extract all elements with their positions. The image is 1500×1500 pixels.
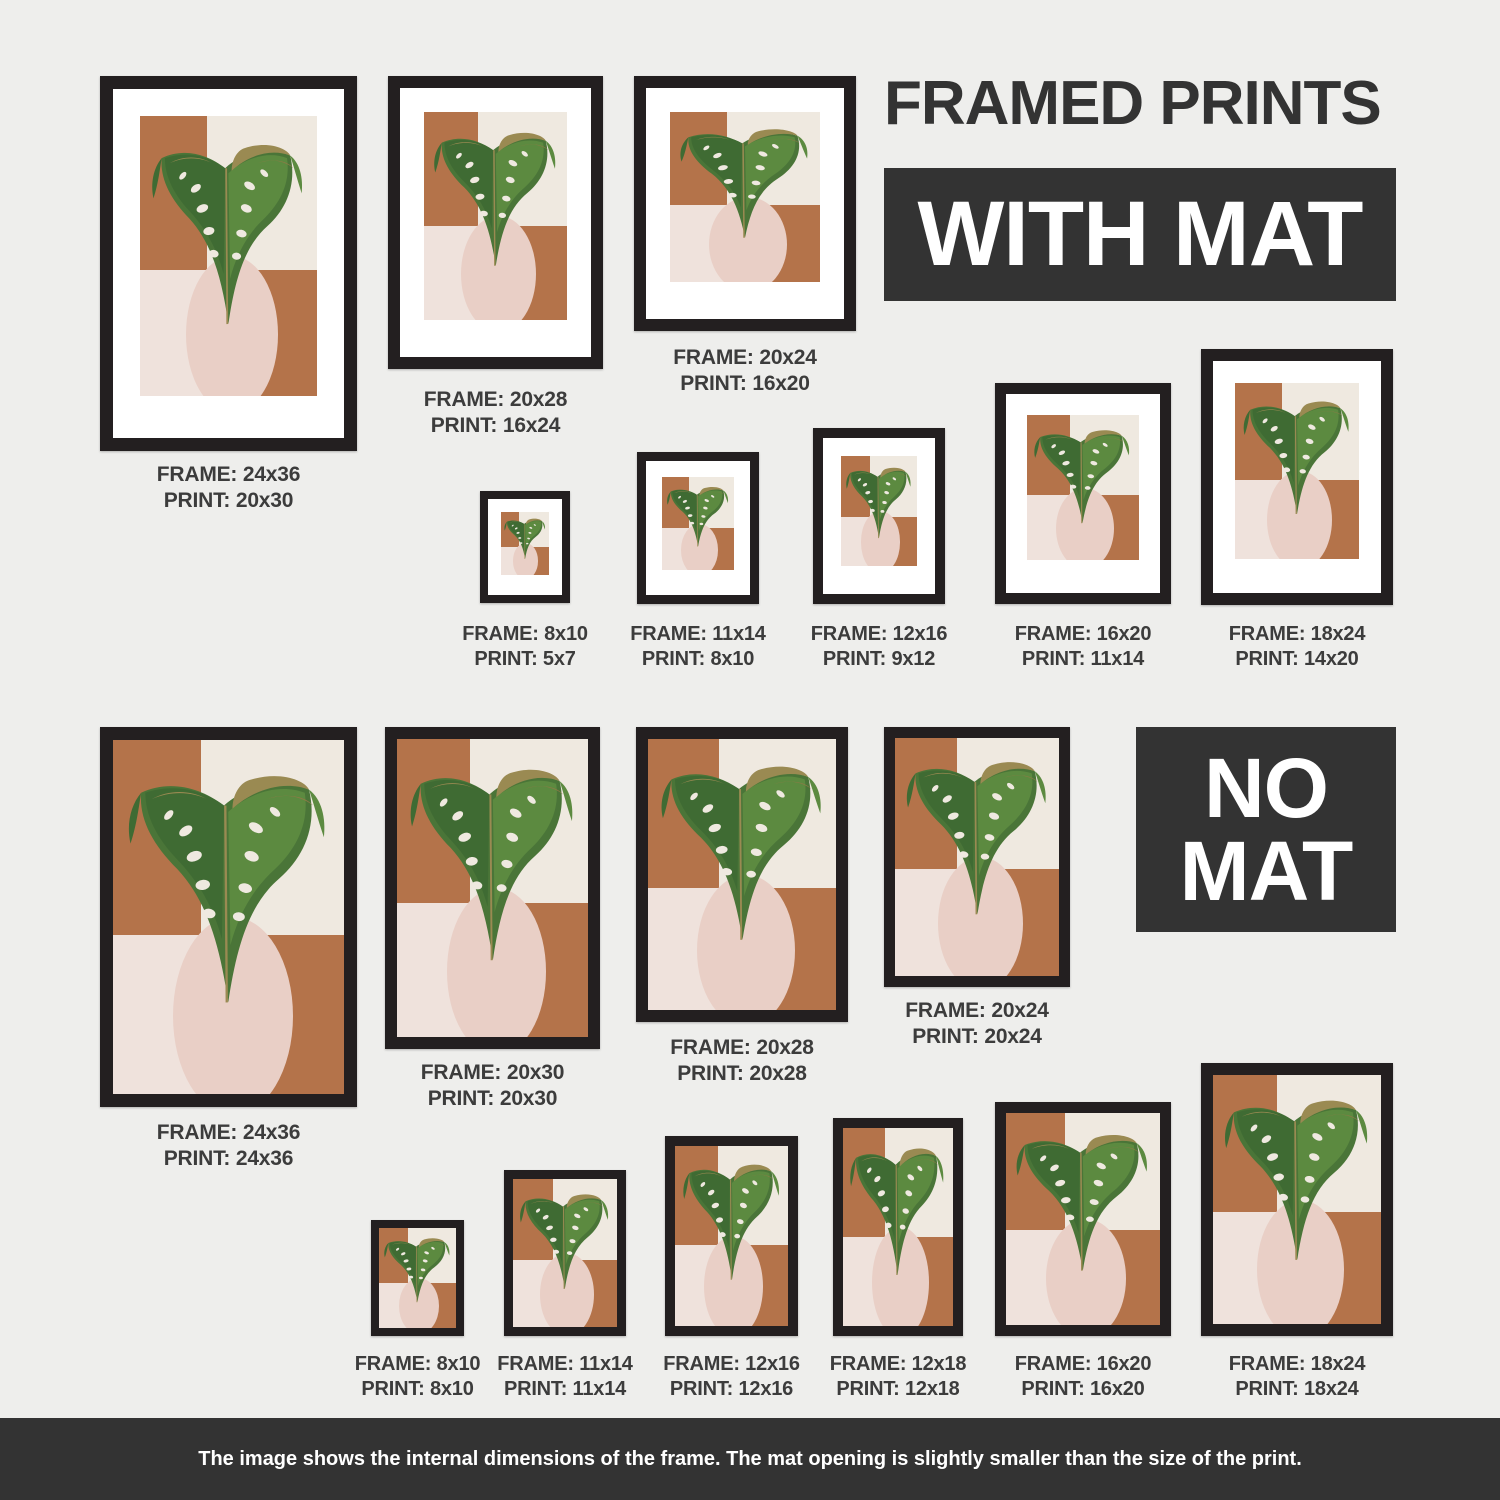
monstera-leaf-icon: [902, 752, 1053, 919]
frame-nm-20x24[interactable]: [884, 727, 1070, 987]
monstera-leaf-icon: [1031, 424, 1134, 526]
caption-wm-24x36: [157, 462, 300, 515]
print-size-label: PRINT: 14x20: [1235, 648, 1359, 670]
caption-wm-8x10: [462, 622, 588, 672]
print-size-label: PRINT: 12x18: [836, 1378, 960, 1400]
frame-nm-24x36[interactable]: [100, 727, 357, 1107]
page-title: FRAMED PRINTS: [884, 69, 1381, 138]
frame-size-label: FRAME: 20x28: [423, 388, 568, 411]
artwork-nm-12x18: [843, 1128, 953, 1326]
frame-size-label: FRAME: 18x24: [1228, 1353, 1366, 1375]
frame-size-label: FRAME: 8x10: [462, 623, 588, 645]
caption-nm-24x36: [157, 1120, 300, 1173]
artwork-wm-11x14: [662, 477, 734, 570]
print-size-label: PRINT: 20x30: [427, 1087, 558, 1111]
print-size-label: PRINT: 20x30: [163, 489, 294, 513]
frame-size-label: FRAME: 8x10: [354, 1353, 481, 1375]
monstera-leaf-icon: [517, 1188, 613, 1292]
artwork-nm-18x24: [1213, 1075, 1381, 1324]
frame-size-label: FRAME: 20x24: [673, 346, 817, 369]
print-size-label: PRINT: 24x36: [163, 1147, 294, 1171]
monstera-leaf-icon: [1012, 1126, 1154, 1274]
frame-wm-12x16[interactable]: [813, 428, 945, 604]
print-size-label: PRINT: 16x24: [430, 414, 561, 438]
frame-size-label: FRAME: 12x16: [810, 623, 948, 645]
caption-nm-8x10: [355, 1352, 481, 1402]
artwork-wm-16x20: [1027, 415, 1139, 560]
frame-size-label: FRAME: 18x24: [1228, 623, 1366, 645]
caption-wm-16x20: [1015, 622, 1152, 672]
frame-wm-24x36[interactable]: [100, 76, 357, 451]
monstera-leaf-icon: [656, 755, 829, 945]
caption-nm-18x24: [1229, 1352, 1366, 1402]
frame-size-label: FRAME: 24x36: [156, 1121, 301, 1144]
monstera-leaf-icon: [665, 483, 731, 548]
monstera-leaf-icon: [1240, 394, 1354, 517]
caption-nm-11x14: [497, 1352, 632, 1402]
artwork-wm-8x10: [501, 512, 549, 575]
caption-nm-20x30: [421, 1060, 564, 1113]
print-size-label: PRINT: 16x20: [680, 372, 810, 396]
monstera-leaf-icon: [430, 124, 562, 269]
caption-wm-20x24: [673, 345, 816, 398]
print-size-label: PRINT: 16x20: [1021, 1378, 1145, 1400]
frame-nm-18x24[interactable]: [1201, 1063, 1393, 1336]
frame-nm-20x30[interactable]: [385, 727, 600, 1049]
frame-wm-11x14[interactable]: [637, 452, 759, 604]
monstera-leaf-icon: [503, 516, 547, 560]
frame-size-label: FRAME: 11x14: [497, 1353, 633, 1375]
monstera-leaf-icon: [147, 133, 310, 329]
frame-size-label: FRAME: 20x24: [905, 999, 1049, 1022]
monstera-leaf-icon: [847, 1140, 948, 1279]
frame-wm-16x20[interactable]: [995, 383, 1171, 604]
monstera-leaf-icon: [405, 757, 581, 966]
print-size-label: PRINT: 5x7: [474, 648, 576, 670]
frame-size-label: FRAME: 11x14: [630, 623, 766, 645]
caption-nm-20x24: [905, 998, 1048, 1051]
artwork-nm-20x30: [397, 739, 588, 1037]
frame-size-label: FRAME: 16x20: [1014, 1353, 1152, 1375]
no-mat-label-line2: MAT: [1179, 823, 1353, 918]
frame-nm-11x14[interactable]: [504, 1170, 626, 1336]
footer-note-text: The image shows the internal dimensions of the frame. The mat opening is slightly smaller than the size of the print.: [198, 1447, 1302, 1470]
frame-wm-20x24[interactable]: [634, 76, 856, 331]
print-size-label: PRINT: 11x14: [1021, 648, 1145, 670]
print-size-label: PRINT: 11x14: [503, 1378, 627, 1400]
with-mat-label: WITH MAT: [917, 183, 1363, 286]
artwork-wm-20x28: [424, 112, 567, 320]
frame-nm-12x16[interactable]: [665, 1136, 798, 1336]
monstera-leaf-icon: [1220, 1090, 1375, 1264]
print-size-label: PRINT: 20x24: [912, 1025, 1042, 1049]
frame-nm-8x10[interactable]: [371, 1220, 464, 1336]
caption-wm-20x28: [424, 387, 567, 440]
caption-nm-12x16: [663, 1352, 800, 1402]
artwork-wm-18x24: [1235, 383, 1359, 559]
frame-size-label: FRAME: 20x28: [670, 1036, 814, 1059]
caption-nm-20x28: [670, 1035, 813, 1088]
artwork-wm-24x36: [140, 116, 317, 396]
frame-size-label: FRAME: 12x16: [663, 1353, 800, 1375]
with-mat-banner: [884, 168, 1396, 301]
frame-size-label: FRAME: 24x36: [156, 463, 301, 486]
frame-wm-18x24[interactable]: [1201, 349, 1393, 605]
monstera-leaf-icon: [382, 1234, 453, 1304]
frame-size-label: FRAME: 20x30: [420, 1061, 565, 1084]
artwork-nm-11x14: [513, 1179, 617, 1327]
artwork-nm-8x10: [379, 1228, 456, 1328]
monstera-leaf-icon: [122, 761, 335, 1009]
print-size-label: PRINT: 9x12: [822, 648, 936, 670]
frame-size-label: FRAME: 12x18: [829, 1353, 967, 1375]
caption-nm-16x20: [1015, 1352, 1152, 1402]
artwork-nm-12x16: [675, 1146, 788, 1326]
caption-nm-12x18: [830, 1352, 967, 1402]
monstera-leaf-icon: [844, 463, 914, 540]
artwork-nm-16x20: [1006, 1113, 1160, 1325]
artwork-wm-12x16: [841, 456, 917, 566]
print-size-label: PRINT: 20x28: [677, 1062, 807, 1086]
artwork-nm-20x28: [648, 739, 836, 1010]
artwork-wm-20x24: [670, 112, 820, 282]
monstera-leaf-icon: [680, 1157, 784, 1283]
artwork-nm-24x36: [113, 740, 344, 1094]
frame-wm-8x10[interactable]: [480, 491, 570, 603]
no-mat-label-line1: NO: [1204, 741, 1328, 836]
print-size-label: PRINT: 8x10: [361, 1378, 474, 1400]
frame-nm-20x28[interactable]: [636, 727, 848, 1022]
print-size-label: PRINT: 8x10: [641, 648, 755, 670]
no-mat-banner: [1136, 727, 1396, 932]
print-size-label: PRINT: 12x16: [669, 1378, 794, 1400]
caption-wm-11x14: [630, 622, 765, 672]
frame-wm-20x28[interactable]: [388, 76, 603, 369]
frame-nm-16x20[interactable]: [995, 1102, 1171, 1336]
caption-wm-18x24: [1229, 622, 1366, 672]
monstera-leaf-icon: [676, 122, 814, 241]
frame-nm-12x18[interactable]: [833, 1118, 963, 1336]
caption-wm-12x16: [811, 622, 948, 672]
footer-note: [0, 1418, 1500, 1500]
artwork-nm-20x24: [895, 738, 1059, 976]
print-size-label: PRINT: 18x24: [1235, 1378, 1359, 1400]
frame-size-label: FRAME: 16x20: [1014, 623, 1152, 645]
